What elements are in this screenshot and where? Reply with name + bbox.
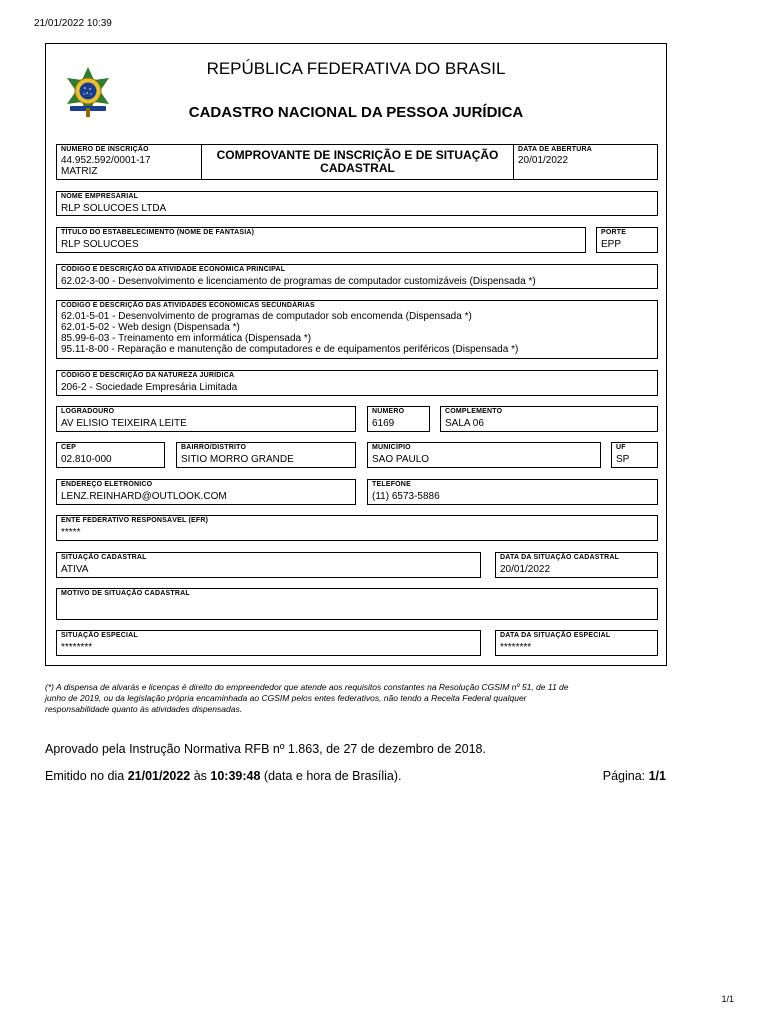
field-data-situacao-especial xyxy=(495,630,658,656)
value-efr: ***** xyxy=(61,527,81,538)
field-cep xyxy=(56,442,165,468)
field-situacao-cadastral xyxy=(56,552,481,578)
emitido-time: 10:39:48 xyxy=(210,769,261,783)
field-natureza-juridica xyxy=(56,370,658,396)
label-situacao-cadastral: SITUAÇÃO CADASTRAL xyxy=(61,554,147,561)
label-nome-empresarial: NOME EMPRESARIAL xyxy=(61,193,139,200)
list-item: 62.01-5-01 - Desenvolvimento de programas de computador sob encomenda (Dispensada *) xyxy=(61,311,472,322)
print-datetime: 21/01/2022 10:39 xyxy=(34,18,112,29)
field-situacao-especial xyxy=(56,630,481,656)
header-subtitle: CADASTRO NACIONAL DA PESSOA JURÍDICA xyxy=(188,104,524,121)
pagina-indicator xyxy=(560,769,666,783)
nota-line: (*) A dispensa de alvarás e licenças é direito do empreendedor que atende aos requisitos constantes na Resolução CGSIM nº 51, de 11 de xyxy=(45,682,569,692)
field-inscricao xyxy=(56,144,202,180)
value-data-situacao: 20/01/2022 xyxy=(500,564,551,575)
comprovante-line2: CADASTRAL xyxy=(320,161,395,175)
value-municipio: SAO PAULO xyxy=(372,454,430,465)
field-atividades-secundarias xyxy=(56,300,658,359)
field-data-situacao xyxy=(495,552,658,578)
label-numero: NÚMERO xyxy=(372,408,405,415)
nota-line: junho de 2019, ou da legislação própria encaminhada ao CGSIM pelos entes federativos, não tendo a Receita Federal qualquer xyxy=(45,693,527,703)
label-municipio: MUNICÍPIO xyxy=(372,444,411,451)
pagina-value: 1/1 xyxy=(648,769,666,783)
label-motivo-situacao: MOTIVO DE SITUAÇÃO CADASTRAL xyxy=(61,590,190,597)
emitido-mid: às xyxy=(190,769,211,783)
field-atividade-principal xyxy=(56,264,658,289)
aprovado-text: Aprovado pela Instrução Normativa RFB nº 1.863, de 27 de dezembro de 2018. xyxy=(45,742,486,756)
emitido-suffix: (data e hora de Brasília). xyxy=(260,769,402,783)
print-page-number: 1/1 xyxy=(721,994,734,1004)
emitido-prefix: Emitido no dia xyxy=(45,769,128,783)
field-efr xyxy=(56,515,658,541)
label-atividade-principal: CÓDIGO E DESCRIÇÃO DA ATIVIDADE ECONÔMICA PRINCIPAL xyxy=(61,266,286,273)
value-bairro: SITIO MORRO GRANDE xyxy=(181,454,294,465)
comprovante-frame xyxy=(45,43,667,666)
value-cep: 02.810-000 xyxy=(61,454,112,465)
label-bairro: BAIRRO/DISTRITO xyxy=(181,444,247,451)
value-atividade-principal: 62.02-3-00 - Desenvolvimento e licenciamento de programas de computador customizáveis (Dispensada *) xyxy=(61,276,536,287)
label-atividades-secundarias: CÓDIGO E DESCRIÇÃO DAS ATIVIDADES ECONÔMICAS SECUNDÁRIAS xyxy=(61,302,315,309)
label-data-situacao: DATA DA SITUAÇÃO CADASTRAL xyxy=(500,554,620,561)
emitido-text xyxy=(45,769,402,783)
nota-dispensa xyxy=(45,682,667,715)
value-situacao-cadastral: ATIVA xyxy=(61,564,89,575)
label-efr: ENTE FEDERATIVO RESPONSÁVEL (EFR) xyxy=(61,517,209,524)
label-complemento: COMPLEMENTO xyxy=(445,408,503,415)
header-title: REPÚBLICA FEDERATIVA DO BRASIL xyxy=(206,59,506,78)
list-item: 85.99-6-03 - Treinamento em informática (Dispensada *) xyxy=(61,333,312,344)
label-natureza-juridica: CÓDIGO E DESCRIÇÃO DA NATUREZA JURÍDICA xyxy=(61,372,235,379)
label-uf: UF xyxy=(616,444,626,451)
list-item: 62.01-5-02 - Web design (Dispensada *) xyxy=(61,322,240,333)
field-uf xyxy=(611,442,658,468)
label-nome-fantasia: TÍTULO DO ESTABELECIMENTO (NOME DE FANTASIA) xyxy=(61,229,255,236)
field-bairro xyxy=(176,442,356,468)
value-telefone: (11) 6573-5886 xyxy=(372,491,440,502)
value-nome-empresarial: RLP SOLUCOES LTDA xyxy=(61,203,167,214)
value-inscricao-tipo: MATRIZ xyxy=(61,166,98,177)
label-inscricao: NÚMERO DE INSCRIÇÃO xyxy=(61,146,149,153)
value-porte: EPP xyxy=(601,239,622,250)
value-situacao-especial: ******** xyxy=(61,642,93,653)
value-email: LENZ.REINHARD@OUTLOOK.COM xyxy=(61,491,227,502)
comprovante-line1: COMPROVANTE DE INSCRIÇÃO E DE SITUAÇÃO xyxy=(216,148,499,162)
field-porte xyxy=(596,227,658,253)
label-abertura: DATA DE ABERTURA xyxy=(518,146,592,153)
value-data-situacao-especial: ******** xyxy=(500,642,532,653)
label-logradouro: LOGRADOURO xyxy=(61,408,115,415)
value-nome-fantasia: RLP SOLUCOES xyxy=(61,239,139,250)
label-porte: PORTE xyxy=(601,229,627,236)
value-logradouro: AV ELISIO TEIXEIRA LEITE xyxy=(61,418,187,429)
list-item: 95.11-8-00 - Reparação e manutenção de computadores e de equipamentos periféricos (Dispensada *) xyxy=(61,344,519,355)
value-numero: 6169 xyxy=(372,418,395,429)
field-complemento xyxy=(440,406,658,432)
pagina-label: Página: xyxy=(602,769,649,783)
field-motivo-situacao xyxy=(56,588,658,620)
value-complemento: SALA 06 xyxy=(445,418,484,429)
label-data-situacao-especial: DATA DA SITUAÇÃO ESPECIAL xyxy=(500,632,611,639)
list-atividades-secundarias xyxy=(61,311,518,355)
label-email: ENDEREÇO ELETRÔNICO xyxy=(61,481,153,488)
value-abertura: 20/01/2022 xyxy=(518,155,569,166)
value-natureza-juridica: 206-2 - Sociedade Empresária Limitada xyxy=(61,382,238,393)
field-comprovante-title xyxy=(201,144,514,180)
field-numero xyxy=(367,406,430,432)
nota-line: responsabilidade quanto às atividades dispensadas. xyxy=(45,704,243,714)
label-telefone: TELEFONE xyxy=(372,481,411,488)
field-nome-empresarial xyxy=(56,191,658,216)
field-telefone xyxy=(367,479,658,505)
field-nome-fantasia xyxy=(56,227,586,253)
value-inscricao-numero: 44.952.592/0001-17 xyxy=(61,155,151,166)
field-municipio xyxy=(367,442,601,468)
emitido-date: 21/01/2022 xyxy=(127,769,191,783)
value-uf: SP xyxy=(616,454,630,465)
field-email xyxy=(56,479,356,505)
label-situacao-especial: SITUAÇÃO ESPECIAL xyxy=(61,632,138,639)
field-logradouro xyxy=(56,406,356,432)
label-cep: CEP xyxy=(61,444,76,451)
field-abertura xyxy=(513,144,658,180)
